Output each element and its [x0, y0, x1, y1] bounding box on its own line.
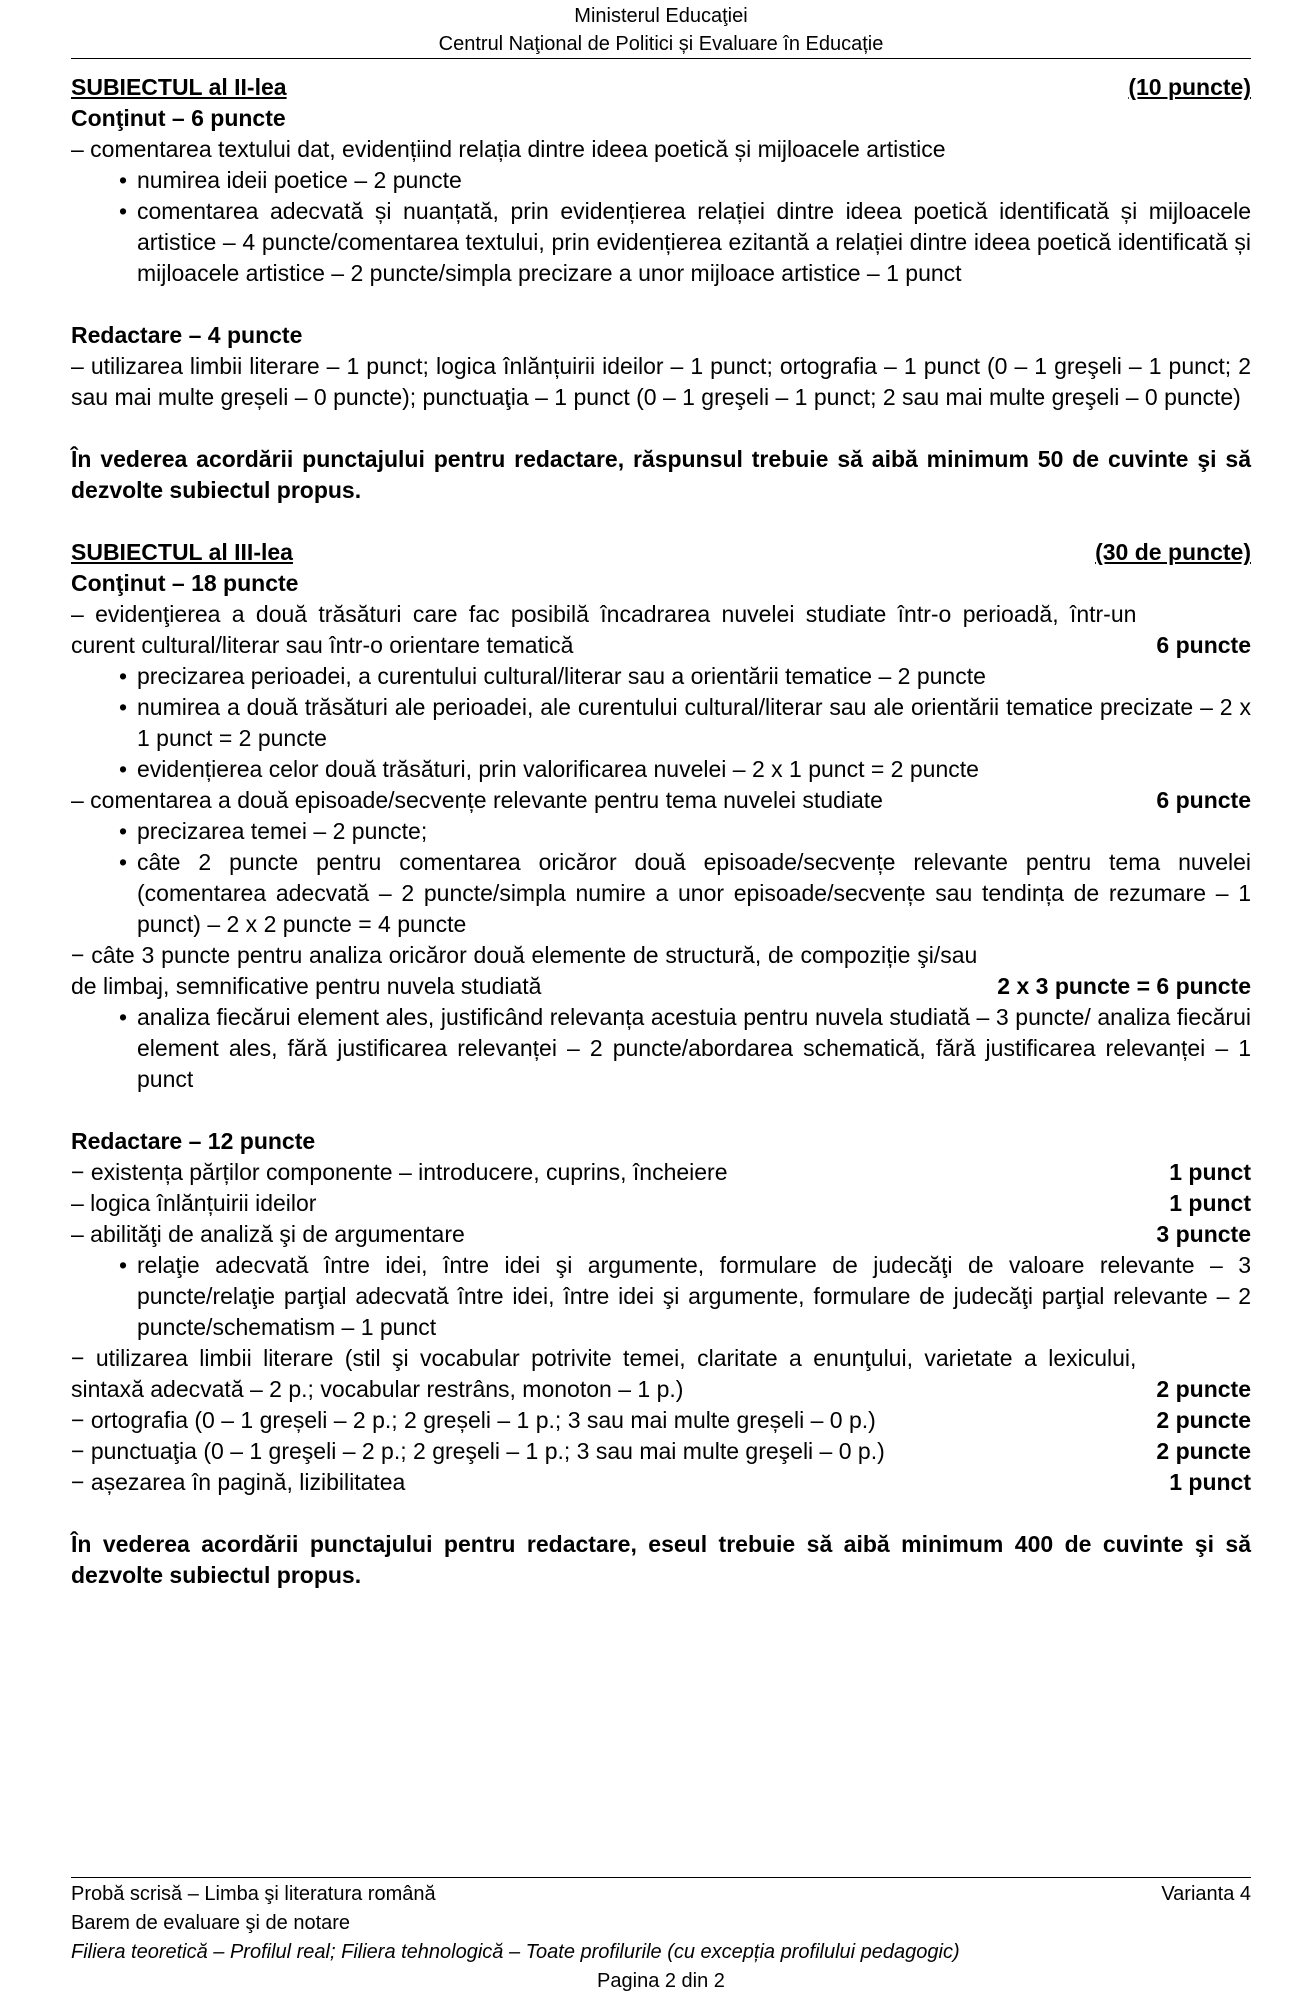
section-title-s2	[71, 72, 1251, 103]
note: În vederea acordării punctajului pentru redactare, eseul trebuie să aibă minimum 400 de cuvinte şi să dezvolte subiectul propus.	[71, 1531, 1251, 1588]
criterion-row: − câte 3 puncte pentru analiza oricăror două elemente de structură, de compoziție şi/sau de limbaj, semnificative pentru nuvela studiată 2 x 3 puncte = 6 puncte	[71, 942, 1251, 999]
page-footer	[71, 1880, 1251, 1996]
bullet-item: • câte 2 puncte pentru comentarea oricăror două episoade/secvențe relevante pentru tema nuvelei (comentarea adecvată – 2 puncte/simpla numire a unor episoade/secvențe sau tendința de rezumare – 1 punct) – 2 x 2 puncte = 4 puncte	[119, 849, 1251, 937]
header-divider	[71, 58, 1251, 59]
criterion-row: – evidenţierea a două trăsături care fac posibilă încadrarea nuvelei studiate într-o perioadă, într-un curent cultural/literar sau într-o orientare tematică 6 puncte	[71, 601, 1251, 658]
section-title-text: SUBIECTUL al III-lea	[71, 539, 293, 565]
header-center: Centrul Naţional de Politici și Evaluare în Educație	[438, 33, 884, 55]
footer-filiera: Filiera teoretică – Profilul real; Filiera tehnologică – Toate profilurile (cu excepția profilului pedagogic)	[71, 1941, 960, 1963]
bullet-item: • evidențierea celor două trăsături, prin valorificarea nuvelei – 2 x 1 punct = 2 puncte	[119, 756, 979, 782]
section-points: (30 de puncte)	[1095, 539, 1251, 565]
criterion-row: – logica înlănțuirii ideilor 1 punct	[71, 1190, 1251, 1216]
bullet-item: • precizarea perioadei, a curentului cultural/literar sau a orientării tematice – 2 puncte	[119, 663, 986, 689]
bullet-item: • comentarea adecvată și nuanțată, prin evidențierea relației dintre ideea poetică identificată și mijloacele artistice – 4 puncte/comentarea textului, prin evidențierea ezitantă a relației dintre ideea poetică identificată și mijloacele artistice – 2 puncte/simpla precizare a unor mijloace artistice – 1 punct	[119, 198, 1251, 286]
criterion: – utilizarea limbii literare – 1 punct; logica înlănțuirii ideilor – 1 punct; ortografia – 1 punct (0 – 1 greşeli – 1 punct; 2 sau mai multe greșeli – 0 puncte); punctuaţia – 1 punct (0 – 1 greşeli – 1 punct; 2 sau mai multe greşeli – 0 puncte)	[71, 353, 1251, 410]
footer-exam: Probă scrisă – Limba şi literatura română	[71, 1883, 436, 1905]
bullet-item: • relaţie adecvată între idei, între idei şi argumente, formulare de judecăţi de valoare relevante – 3 puncte/relaţie parţial adecvată între idei, între idei şi argumente, formulare de judecăţi parţial relevante – 2 puncte/schematism – 1 punct	[119, 1252, 1251, 1340]
page-header	[71, 0, 1251, 56]
continut-heading: Conţinut – 18 puncte	[71, 570, 299, 596]
section-title-text: SUBIECTUL al II-lea	[71, 74, 287, 100]
bullet-item: • numirea a două trăsături ale perioadei, ale curentului cultural/literar sau ale orientării tematice precizate – 2 x 1 punct = 2 puncte	[119, 694, 1251, 751]
criterion-row: − existența părților componente – introducere, cuprins, încheiere 1 punct	[71, 1159, 1251, 1185]
criterion-row: − ortografia (0 – 1 greșeli – 2 p.; 2 greșeli – 1 p.; 3 sau mai multe greșeli – 0 p.) 2 puncte	[71, 1407, 1251, 1433]
document-body	[71, 72, 1251, 1591]
redactare-heading: Redactare – 12 puncte	[71, 1128, 316, 1154]
criterion-row: − utilizarea limbii literare (stil şi vocabular potrivite temei, claritate a enunţului, varietate a lexicului, sintaxă adecvată – 2 p.; vocabular restrâns, monoton – 1 p.) 2 puncte	[71, 1345, 1251, 1402]
continut-heading: Conţinut – 6 puncte	[71, 105, 286, 131]
criterion-row: − punctuaţia (0 – 1 greşeli – 2 p.; 2 greşeli – 1 p.; 3 sau mai multe greşeli – 0 p.) 2 puncte	[71, 1438, 1251, 1464]
criterion-row: – comentarea a două episoade/secvențe relevante pentru tema nuvelei studiate 6 puncte	[71, 787, 1251, 813]
footer-page-number: Pagina 2 din 2	[597, 1970, 725, 1992]
bullet-item: • analiza fiecărui element ales, justificând relevanța acestuia pentru nuvela studiată – 3 puncte/ analiza fiecărui element ales, fără justificarea relevanței – 2 puncte/abordarea schematică, fără justificarea relevanței – 1 punct	[119, 1004, 1251, 1092]
footer-variant: Varianta 4	[1161, 1883, 1251, 1905]
redactare-heading: Redactare – 4 puncte	[71, 322, 303, 348]
header-ministry: Ministerul Educaţiei	[574, 5, 748, 27]
criterion: – comentarea textului dat, evidențiind relația dintre ideea poetică și mijloacele artistice	[71, 136, 946, 162]
footer-divider	[71, 1877, 1251, 1878]
bullet-item: • numirea ideii poetice – 2 puncte	[119, 167, 462, 193]
section-title-s3	[71, 537, 1251, 568]
section-points: (10 puncte)	[1128, 74, 1251, 100]
criterion-row: − așezarea în pagină, lizibilitatea 1 punct	[71, 1469, 1251, 1495]
footer-barem: Barem de evaluare şi de notare	[71, 1912, 351, 1934]
note: În vederea acordării punctajului pentru redactare, răspunsul trebuie să aibă minimum 50 de cuvinte şi să dezvolte subiectul propus.	[71, 446, 1251, 503]
criterion-row: – abilităţi de analiză şi de argumentare 3 puncte	[71, 1221, 1251, 1247]
bullet-item: • precizarea temei – 2 puncte;	[119, 818, 428, 844]
